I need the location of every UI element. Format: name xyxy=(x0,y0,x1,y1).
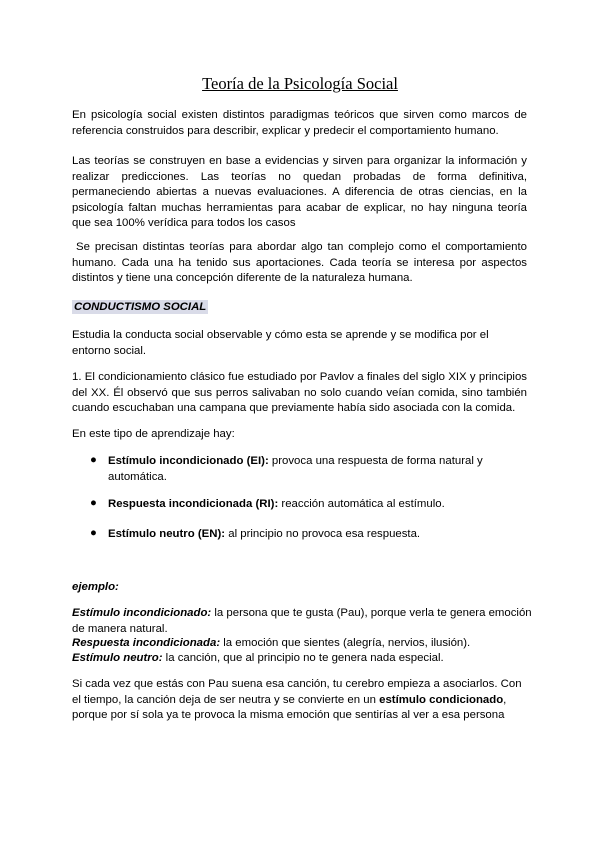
closing-paragraph xyxy=(72,677,532,724)
bullet-text: al principio no provoca esa respuesta. xyxy=(225,528,421,540)
section-heading: CONDUCTISMO SOCIAL xyxy=(74,301,207,313)
section-paragraph-3: En este tipo de aprendizaje hay: xyxy=(72,428,235,440)
example-line xyxy=(72,636,532,652)
example-line xyxy=(72,651,532,667)
closing-text-post: , porque por sí sola ya te provoca la misma emoción que sentirías al ver a esa persona xyxy=(72,693,507,722)
bullet-text: reacción automática al estímulo. xyxy=(278,498,445,510)
bullet-term: Respuesta incondicionada (RI): xyxy=(108,498,279,510)
example-term: Estímulo incondicionado: xyxy=(72,607,212,619)
page-title: Teoría de la Psicología Social xyxy=(202,74,398,93)
example-line xyxy=(72,606,532,637)
section-paragraph-1: Estudia la conducta social observable y cómo esta se aprende y se modifica por el entorno social. xyxy=(72,329,489,357)
closing-term: estímulo condicionado xyxy=(379,693,504,706)
bullet-term: Estímulo incondicionado (EI): xyxy=(108,455,269,467)
example-label: ejemplo: xyxy=(72,581,119,593)
intro-paragraph-1: En psicología social existen distintos paradigmas teóricos que sirven como marcos de referencia construidos para describir, explicar y predecir el comportamiento humano. xyxy=(72,109,527,137)
intro-paragraph-2: Las teorías se construyen en base a evidencias y sirven para organizar la información y realizar predicciones. Las teorías no quedan probadas de forma definitiva, permaneciendo abiertas a nuevas evaluaciones. A diferencia de otras ciencias, en la psicología faltan muchas herramientas para acabar de explicar, no hay ninguna teoría que sea 100% verídica para todos los casos xyxy=(72,155,527,230)
example-text: la persona que te gusta (Pau), porque verla te genera emoción de manera natural. xyxy=(72,607,532,635)
closing-text-pre: Si cada vez que estás con Pau suena esa canción, tu cerebro empieza a asociarlos. Con el tiempo, la canción deja de ser neutra y se convierte en un xyxy=(72,678,522,706)
bullet-item xyxy=(108,527,508,543)
example-text: la emoción que sientes (alegría, nervios, ilusión). xyxy=(220,637,471,649)
bullet-dot: ● xyxy=(90,497,97,509)
bullet-item xyxy=(108,497,508,513)
bullet-item xyxy=(108,454,508,485)
bullet-text: provoca una respuesta de forma natural y automática. xyxy=(108,455,483,483)
bullet-dot: ● xyxy=(90,527,97,539)
bullet-term: Estímulo neutro (EN): xyxy=(108,528,226,540)
example-term: Estímulo neutro: xyxy=(72,652,163,664)
example-text: la canción, que al principio no te genera nada especial. xyxy=(162,652,444,664)
section-paragraph-2: 1. El condicionamiento clásico fue estudiado por Pavlov a finales del siglo XIX y principios del XX. Él observó que sus perros salivaban no solo cuando veían comida, sino también cuando escuchaban una campana que previamente había sido asociada con la comida. xyxy=(72,371,527,415)
example-term: Respuesta incondicionada: xyxy=(72,637,221,649)
intro-paragraph-3: Se precisan distintas teorías para abordar algo tan complejo como el comportamiento humano. Cada una ha tenido sus aportaciones. Cada teoría se interesa por aspectos distintos y tiene una concepción diferente de la naturaleza humana. xyxy=(72,241,527,285)
bullet-dot: ● xyxy=(90,454,97,466)
